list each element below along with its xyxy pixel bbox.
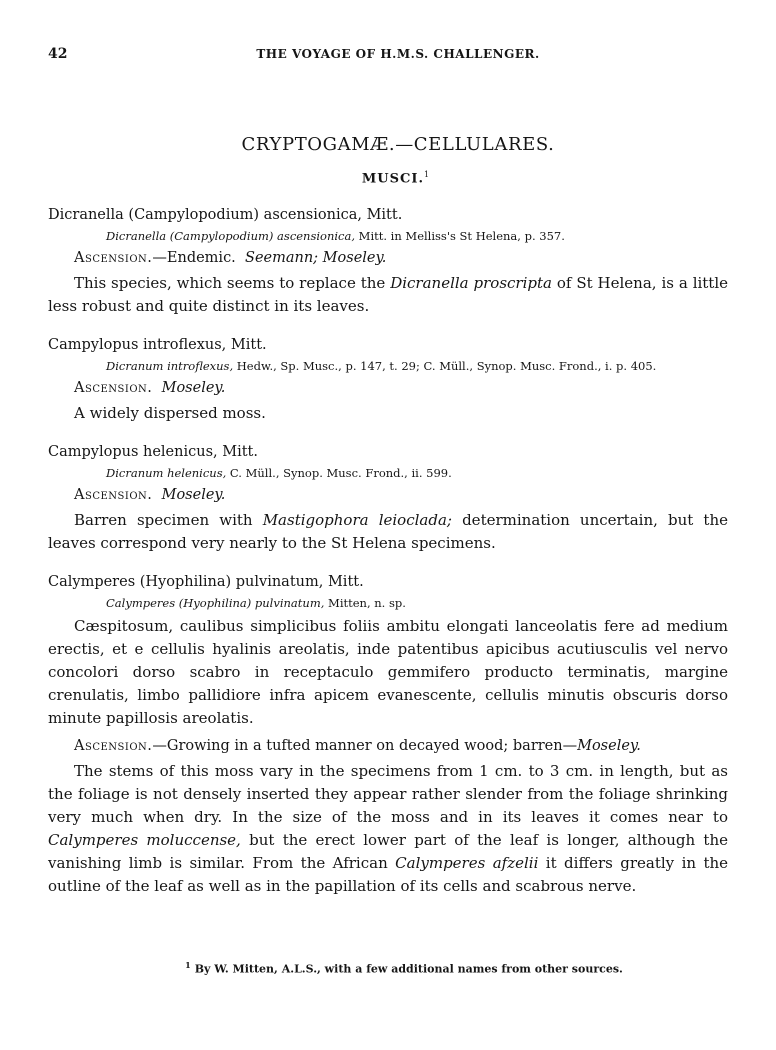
species-name: Calymperes (Hyophilina) pulvinatum, Mitt. (48, 574, 364, 590)
synonym-italic: Dicranella (Campylopodium) ascensionica, (106, 229, 356, 243)
desc-text: A widely dispersed moss. (74, 404, 266, 422)
species-name: Dicranella (Campylopodium) ascensionica, Mitt. (48, 207, 403, 223)
locality-name: Ascension. (74, 487, 153, 503)
desc-text: This species, which seems to replace the (74, 274, 391, 292)
section-title: CRYPTOGAMÆ.—CELLULARES. (241, 134, 555, 155)
species-name: Campylopus introflexus, Mitt. (48, 337, 267, 353)
locality-name: Ascension. (74, 380, 153, 396)
desc-text: but the erect lower part of the leaf is longer, although the vanishing limb is similar. From the African (48, 831, 728, 872)
footnote-mark: 1 (185, 960, 191, 970)
sub-title-text: MUSCI. (361, 171, 424, 187)
species-entry (48, 204, 728, 318)
collectors: Moseley. (577, 738, 641, 754)
collectors: Moseley. (161, 487, 226, 503)
species-locality (74, 483, 728, 507)
species-entry (48, 571, 728, 898)
desc-italic: Dicranella proscripta (390, 274, 552, 292)
species-description (48, 272, 728, 318)
running-title: THE VOYAGE OF H.M.S. CHALLENGER. (256, 47, 540, 61)
locality-note: —Endemic. (152, 250, 236, 266)
collectors: Moseley. (161, 380, 226, 396)
species-description (48, 402, 728, 425)
synonym-reference: Mitten, n. sp. (328, 596, 406, 610)
species-description (48, 509, 728, 555)
desc-text: of St Helena, is a little less robust and quite distinct in its leaves. (48, 274, 729, 315)
synonym-italic: Dicranum introflexus, (106, 359, 234, 373)
desc-text: The stems of this moss vary in the specimens from 1 cm. to 3 cm. in length, but as the foliage is not densely inserted they appear rather slender from the foliage shrinking very much when dry. In the size of the moss and in its leaves it comes near to (48, 762, 728, 826)
desc-text: determination uncertain, but the leaves correspond very nearly to the St Helena specimens. (48, 511, 728, 552)
species-name: Campylopus helenicus, Mitt. (48, 444, 258, 460)
collectors: Seemann; Moseley. (245, 250, 387, 266)
locality-name: Ascension. (74, 738, 153, 754)
synonym-italic: Dicranum helenicus, (106, 466, 227, 480)
main-content (48, 204, 728, 898)
synonym-reference: Mitt. in Melliss's St Helena, p. 357. (358, 229, 565, 243)
species-latin-description: Cæspitosum, caulibus simplicibus foliis ambitu elongati lanceolatis fere ad medium erectis, et e cellulis hyalinis areolatis, inde patentibus apicibus acutiusculis vel nervo concolori dorso scabro in receptaculo gemmifero producto terminatis, margine crenulatis, limbo pallidiore infra apicem evanescente, cellulis minutis obscuris dorso minute papillosis areolatis. (48, 617, 728, 727)
species-synonym (106, 593, 728, 613)
desc-text: Barren specimen with (74, 511, 263, 529)
locality-name: Ascension. (74, 250, 153, 266)
species-entry (48, 334, 728, 425)
locality-note: —Growing in a tufted manner on decayed wood; barren— (152, 738, 578, 754)
species-synonym (106, 463, 728, 483)
desc-italic: Calymperes afzelii (395, 854, 539, 872)
footnote (0, 960, 776, 976)
species-locality (74, 734, 728, 758)
desc-italic: Calymperes moluccense, (48, 831, 241, 849)
species-locality (74, 376, 728, 400)
synonym-italic: Calymperes (Hyophilina) pulvinatum, (106, 596, 325, 610)
sub-title (0, 170, 776, 186)
species-synonym (106, 226, 728, 246)
synonym-reference: C. Müll., Synop. Musc. Frond., ii. 599. (229, 466, 452, 480)
page-number: 42 (48, 46, 68, 62)
species-description (48, 760, 728, 898)
page-header (48, 46, 728, 66)
synonym-reference: Hedw., Sp. Musc., p. 147, t. 29; C. Müll., Synop. Musc. Frond., i. p. 405. (236, 359, 657, 373)
species-entry (48, 441, 728, 555)
desc-italic: Mastigophora leioclada; (262, 511, 452, 529)
desc-text: it differs greatly in the outline of the leaf as well as in the papillation of its cells and scabrous nerve. (48, 854, 729, 895)
species-synonym (106, 356, 728, 376)
footnote-reference: 1 (423, 170, 431, 179)
species-locality (74, 246, 728, 270)
footnote-text: By W. Mitten, A.L.S., with a few additional names from other sources. (194, 962, 623, 976)
